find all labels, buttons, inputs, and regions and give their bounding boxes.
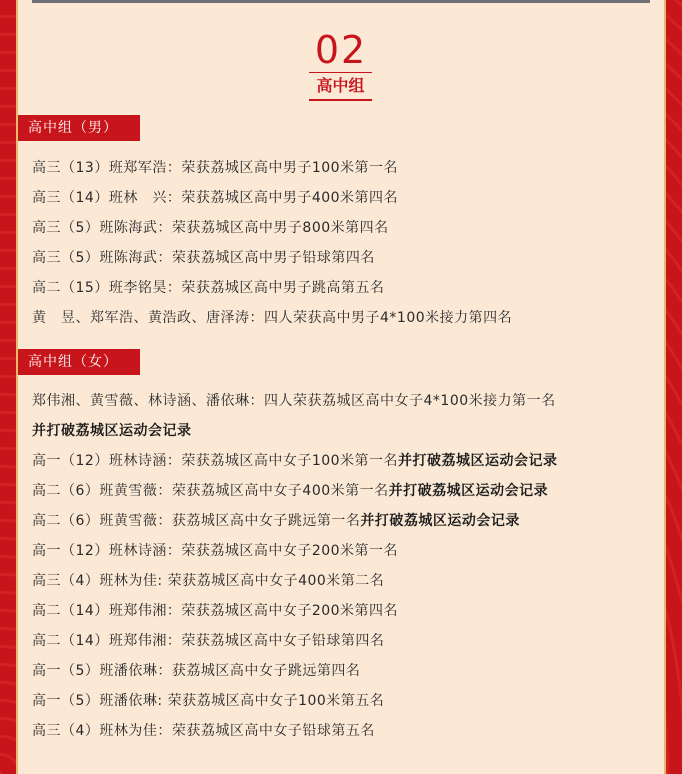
result-line: 黄 昱、郑军浩、黄浩政、唐泽涛：四人荣获高中男子4*100米接力第四名	[32, 310, 513, 326]
section-title: 高中组	[309, 72, 372, 101]
gold-border-right	[664, 0, 666, 774]
record-note: 并打破荔城区运动会记录	[360, 513, 520, 529]
result-line: 高三（13）班郑军浩：荣获荔城区高中男子100米第一名	[32, 160, 399, 176]
record-note: 并打破荔城区运动会记录	[32, 423, 192, 439]
result-line: 高二（14）班郑伟湘：荣获荔城区高中女子200米第四名	[32, 603, 399, 619]
result-line: 高三（14）班林 兴：荣获荔城区高中男子400米第四名	[32, 190, 399, 206]
result-line: 高三（4）班林为佳: 荣获荔城区高中女子400米第二名	[32, 573, 385, 589]
group-tag-girls: 高中组（女）	[18, 349, 140, 375]
result-line: 高三（5）班陈海武：荣获荔城区高中男子800米第四名	[32, 220, 389, 236]
result-line: 高三（4）班林为佳：荣获荔城区高中女子铅球第五名	[32, 723, 375, 739]
result-line: 高三（5）班陈海武：荣获荔城区高中男子铅球第四名	[32, 250, 375, 266]
record-note: 并打破荔城区运动会记录	[388, 483, 549, 499]
result-line: 高二（6）班黄雪薇：获荔城区高中女子跳远第一名并打破荔城区运动会记录	[32, 513, 520, 529]
result-line: 高二（15）班李铭昊：荣获荔城区高中男子跳高第五名	[32, 280, 385, 296]
result-line: 高一（5）班潘依琳: 荣获荔城区高中女子100米第五名	[32, 693, 385, 709]
result-line: 高一（5）班潘依琳：获荔城区高中女子跳远第四名	[32, 663, 361, 679]
result-line: 高二（14）班郑伟湘：荣获荔城区高中女子铅球第四名	[32, 633, 385, 649]
group-tag-boys: 高中组（男）	[18, 115, 140, 141]
record-note: 并打破荔城区运动会记录	[398, 453, 558, 469]
result-line: 高二（6）班黄雪薇：荣获荔城区高中女子400米第一名并打破荔城区运动会记录	[32, 483, 549, 499]
result-line: 高一（12）班林诗涵：荣获荔城区高中女子200米第一名	[32, 543, 399, 559]
result-line: 高一（12）班林诗涵：荣获荔城区高中女子100米第一名并打破荔城区运动会记录	[32, 453, 558, 469]
top-divider	[32, 0, 650, 3]
section-number: 02	[314, 28, 368, 72]
relay-line: 郑伟湘、黄雪薇、林诗涵、潘依琳：四人荣获荔城区高中女子4*100米接力第一名	[32, 393, 556, 409]
